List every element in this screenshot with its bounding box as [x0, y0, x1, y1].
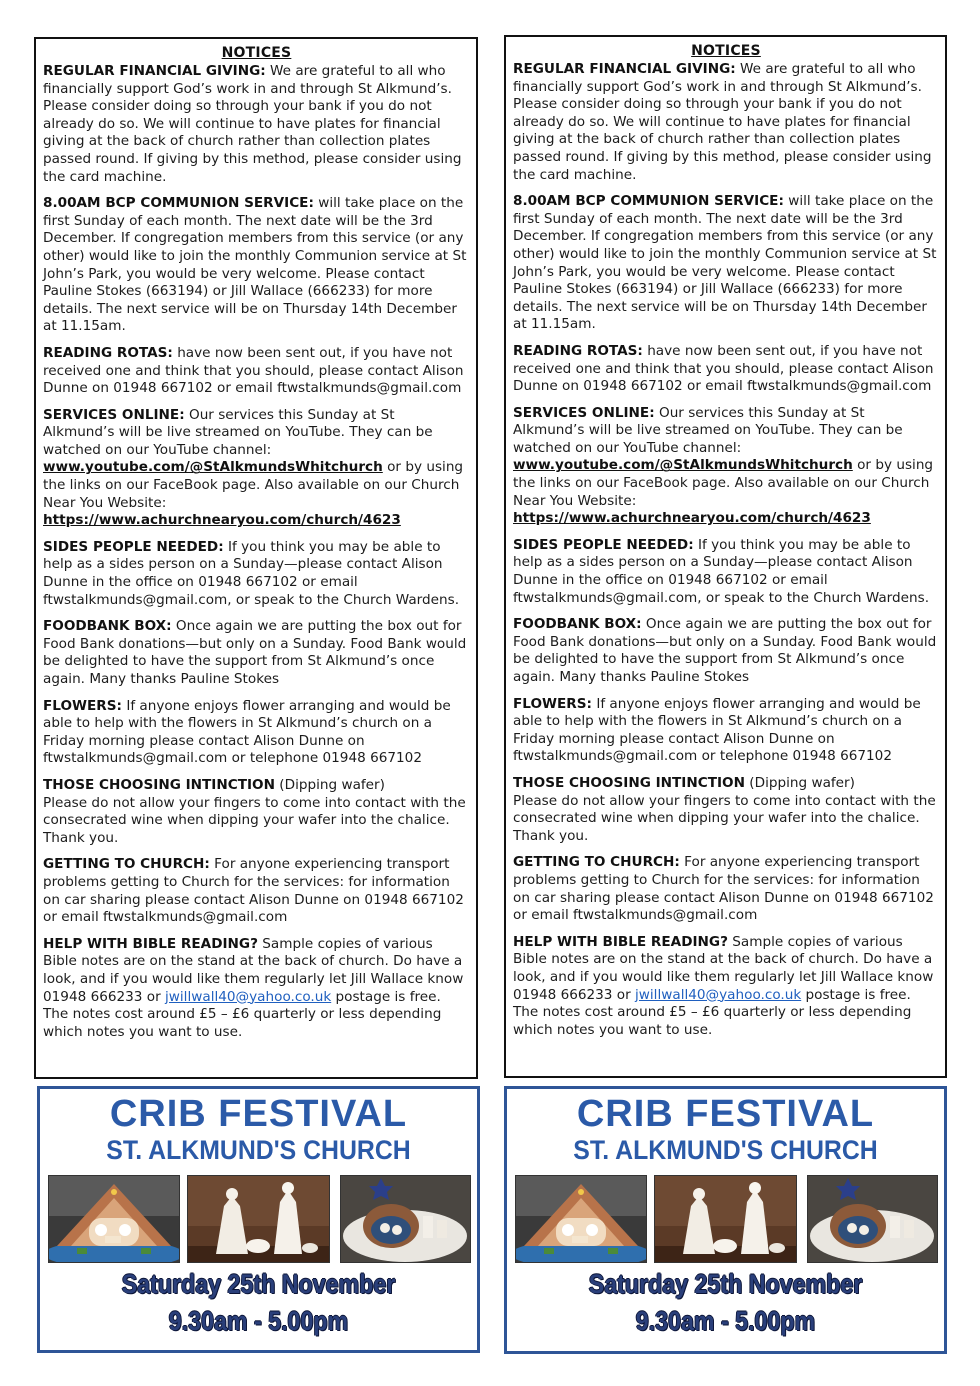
nativity-stable-photo	[515, 1175, 647, 1263]
notice-text: postage is free. The notes cost around £5 – £6 quarterly or less depending which notes you want to use.	[513, 986, 912, 1038]
church-near-you-link[interactable]: https://www.achurchnearyou.com/church/4623	[513, 510, 871, 527]
crib-title: CRIB FESTIVAL	[576, 1093, 875, 1135]
notice-heading: FLOWERS:	[43, 697, 122, 714]
notice-foodbank	[43, 618, 470, 688]
notice-text: We are grateful to all who financially support God’s work in and through St Alkmund’s. Please consider doing so through your bank if you do not already do so. We will continue to have plates for financial giving at the back of church rather than collection plates passed round. If giving by this method, please consider using the card machine.	[513, 61, 932, 183]
notice-services-online	[43, 407, 470, 530]
youtube-link[interactable]: www.youtube.com/@StAlkmundsWhitchurch	[43, 459, 383, 476]
notice-text: If you think you may be able to help as a sides person on a Sunday—please contact Alison Dunne in the office on 01948 667102 or email ftwstalkmunds@gmail.com, or speak to the Church Wardens.	[43, 538, 460, 608]
notice-subheading: (Dipping wafer)	[744, 774, 855, 791]
notice-heading: SERVICES ONLINE:	[43, 406, 185, 423]
notices-heading: NOTICES	[691, 43, 761, 59]
notice-heading: SERVICES ONLINE:	[513, 404, 655, 421]
notice-financial-giving	[513, 61, 939, 184]
notice-text: Please do not allow your fingers to come into contact with the consecrated wine when dipping your wafer into the chalice. Thank you.	[513, 792, 936, 844]
notice-flowers	[43, 698, 470, 768]
notice-heading: THOSE CHOOSING INTINCTION	[513, 774, 745, 791]
crib-subtitle: ST. ALKMUND'S CHURCH	[106, 1135, 411, 1165]
notice-text: will take place on the first Sunday of each month. The next date will be the 3rd December. If congregation members from this service (or any other) would like to join the monthly Communion service at St John’s Park, you would be very welcome. Please contact Pauline Stokes (663194) or Jill Wallace (666233) for more details. The next service will be on Thursday 14th December at 11.15am.	[513, 193, 937, 333]
notice-heading: 8.00AM BCP COMMUNION SERVICE:	[43, 195, 314, 212]
notice-text: If anyone enjoys flower arranging and would be able to help with the flowers in St Alkmund’s church on a Friday morning please contact Alison Dunne on ftwstalkmunds@gmail.com or telephone 01948 667102	[43, 697, 451, 767]
notice-bcp-communion	[43, 195, 470, 336]
notice-sides-people	[513, 537, 939, 607]
notices-panel-right	[504, 35, 947, 1078]
notice-text: For anyone experiencing transport problems getting to Church for the services: for information on car sharing please contact Alison Dunne on 01948 667102 or email ftwstalkmunds@gmail.com	[43, 856, 464, 926]
notice-text: have now been sent out, if you have not received one and think that you should, please contact Alison Dunne on 01948 667102 or email ftwstalkmunds@gmail.com	[513, 342, 934, 395]
notice-heading: 8.00AM BCP COMMUNION SERVICE:	[513, 193, 784, 210]
notice-bible-reading	[513, 934, 939, 1040]
notice-sides-people	[43, 539, 470, 609]
notice-flowers	[513, 696, 939, 766]
notice-financial-giving	[43, 63, 470, 186]
notice-heading: REGULAR FINANCIAL GIVING:	[513, 61, 736, 77]
nativity-scene-photo	[807, 1175, 938, 1263]
notice-heading: HELP WITH BIBLE READING?	[43, 935, 258, 952]
notice-text: If anyone enjoys flower arranging and would be able to help with the flowers in St Alkmund’s church on a Friday morning please contact Alison Dunne on ftwstalkmunds@gmail.com or telephone 01948 667102	[513, 695, 921, 765]
photo-strip	[515, 1175, 936, 1261]
notice-text: have now been sent out, if you have not received one and think that you should, please contact Alison Dunne on 01948 667102 or email ftwstalkmunds@gmail.com	[43, 344, 464, 397]
crib-date: Saturday 25th November	[121, 1269, 396, 1299]
notice-services-online	[513, 405, 939, 528]
notice-heading: FLOWERS:	[513, 695, 592, 712]
email-link[interactable]: jwillwall40@yahoo.co.uk	[165, 988, 332, 1005]
notice-getting-to-church	[513, 854, 939, 924]
nativity-scene-photo	[340, 1175, 471, 1263]
notices-panel-left	[34, 37, 478, 1079]
nativity-figures-photo	[187, 1175, 330, 1263]
notice-bible-reading	[43, 936, 470, 1042]
notice-text: Please do not allow your fingers to come into contact with the consecrated wine when dipping your wafer into the chalice. Thank you.	[43, 794, 466, 846]
notices-heading: NOTICES	[221, 45, 292, 61]
notice-text: We are grateful to all who financially support God’s work in and through St Alkmund’s. Please consider doing so through your bank if you do not already do so. We will continue to have plates for financial giving at the back of church rather than collection plates passed round. If giving by this method, please consider using the card machine.	[43, 63, 462, 185]
notice-foodbank	[513, 616, 939, 686]
crib-time: 9.30am - 5.00pm	[168, 1306, 349, 1336]
notice-heading: READING ROTAS:	[513, 342, 643, 359]
notice-text: Once again we are putting the box out for Food Bank donations—but only on a Sunday. Food Bank would be delighted to have the support from St Alkmund’s once again. Many thanks Pauline Stokes	[513, 616, 937, 685]
notice-intinction	[43, 777, 470, 847]
notice-text: or by using the links on our FaceBook page. Also available on our Church Near You Website:	[43, 459, 464, 511]
notice-bcp-communion	[513, 193, 939, 334]
crib-subtitle: ST. ALKMUND'S CHURCH	[573, 1135, 878, 1165]
notice-text: Once again we are putting the box out for Food Bank donations—but only on a Sunday. Food Bank would be delighted to have the support from St Alkmund’s once again. Many thanks Pauline Stokes	[43, 618, 467, 687]
notice-intinction	[513, 775, 939, 845]
nativity-stable-photo	[48, 1175, 180, 1263]
photo-strip	[48, 1175, 469, 1261]
notice-text: Sample copies of various Bible notes are on the stand at the back of church. Do have a look, and if you would like them regularly let Jill Wallace know 01948 666233 or	[513, 933, 934, 1003]
notice-heading: SIDES PEOPLE NEEDED:	[43, 538, 224, 555]
notice-reading-rotas	[513, 343, 939, 396]
notice-text: Our services this Sunday at St Alkmund’s will be live streamed on YouTube. They can be watched on our YouTube channel:	[43, 406, 433, 458]
notice-heading: SIDES PEOPLE NEEDED:	[513, 536, 694, 553]
notice-text: will take place on the first Sunday of each month. The next date will be the 3rd December. If congregation members from this service (or any other) would like to join the monthly Communion service at St John’s Park, you would be very welcome. Please contact Pauline Stokes (663194) or Jill Wallace (666233) for more details. The next service will be on Thursday 14th December at 11.15am.	[43, 195, 467, 335]
notice-heading: FOODBANK BOX:	[513, 616, 642, 633]
notice-heading: HELP WITH BIBLE READING?	[513, 933, 728, 950]
notice-heading: GETTING TO CHURCH:	[513, 854, 680, 871]
notice-heading: REGULAR FINANCIAL GIVING:	[43, 63, 266, 79]
notice-heading: READING ROTAS:	[43, 344, 173, 361]
notice-text: postage is free. The notes cost around £5 – £6 quarterly or less depending which notes you want to use.	[43, 988, 442, 1040]
email-link[interactable]: jwillwall40@yahoo.co.uk	[635, 986, 802, 1003]
notice-text: If you think you may be able to help as a sides person on a Sunday—please contact Alison Dunne in the office on 01948 667102 or email ftwstalkmunds@gmail.com, or speak to the Church Wardens.	[513, 536, 930, 606]
notice-heading: GETTING TO CHURCH:	[43, 856, 210, 873]
notice-heading: THOSE CHOOSING INTINCTION	[43, 776, 275, 793]
church-near-you-link[interactable]: https://www.achurchnearyou.com/church/4623	[43, 512, 401, 529]
nativity-figures-photo	[654, 1175, 797, 1263]
notice-text: or by using the links on our FaceBook page. Also available on our Church Near You Website:	[513, 457, 934, 509]
crib-title: CRIB FESTIVAL	[109, 1093, 408, 1135]
notice-heading: FOODBANK BOX:	[43, 618, 172, 635]
crib-date: Saturday 25th November	[588, 1269, 863, 1299]
youtube-link[interactable]: www.youtube.com/@StAlkmundsWhitchurch	[513, 457, 853, 474]
notice-subheading: (Dipping wafer)	[274, 776, 385, 793]
notice-reading-rotas	[43, 345, 470, 398]
crib-festival-poster-left	[37, 1086, 480, 1353]
notice-getting-to-church	[43, 856, 470, 926]
crib-festival-poster-right	[504, 1086, 947, 1354]
notice-text: Sample copies of various Bible notes are on the stand at the back of church. Do have a look, and if you would like them regularly let Jill Wallace know 01948 666233 or	[43, 935, 464, 1005]
crib-time: 9.30am - 5.00pm	[635, 1306, 816, 1336]
notice-text: Our services this Sunday at St Alkmund’s will be live streamed on YouTube. They can be watched on our YouTube channel:	[513, 404, 903, 456]
notice-text: For anyone experiencing transport problems getting to Church for the services: for information on car sharing please contact Alison Dunne on 01948 667102 or email ftwstalkmunds@gmail.com	[513, 854, 934, 924]
